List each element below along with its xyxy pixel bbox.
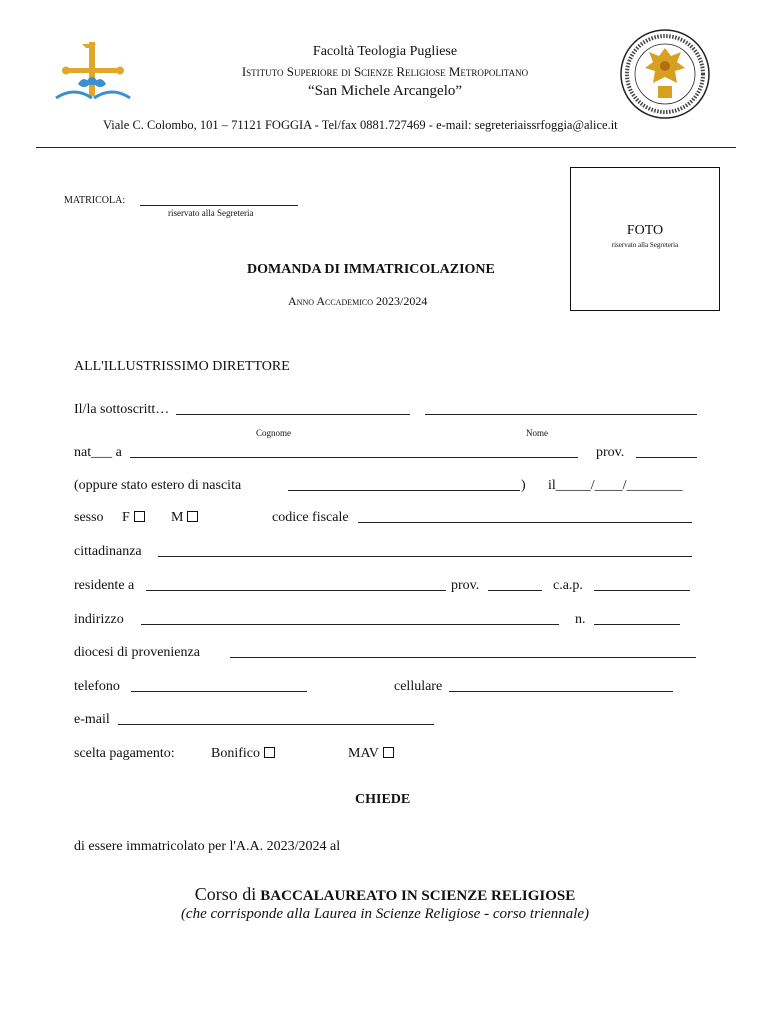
nato-label: nat___ a xyxy=(74,445,122,460)
residente-label: residente a xyxy=(74,578,135,593)
numero-label: n. xyxy=(575,612,586,627)
form-title: DOMANDA DI IMMATRICOLAZIONE xyxy=(247,262,495,277)
matricola-note: riservato alla Segreteria xyxy=(168,208,254,218)
sesso-m-checkbox[interactable] xyxy=(187,511,198,522)
pagamento-label: scelta pagamento: xyxy=(74,746,175,761)
sesso-f-label: F xyxy=(122,510,130,525)
indirizzo-label: indirizzo xyxy=(74,612,124,627)
numero-field[interactable] xyxy=(594,624,680,625)
codice-fiscale-field[interactable] xyxy=(358,522,692,523)
nome-caption: Nome xyxy=(526,428,548,438)
sesso-f-option[interactable] xyxy=(122,510,145,526)
sesso-m-option[interactable] xyxy=(171,510,198,526)
institute-name: Istituto Superiore di Scienze Religiose Metropolitano xyxy=(241,64,529,79)
diocesi-label: diocesi di provenienza xyxy=(74,645,200,660)
mav-option[interactable] xyxy=(348,746,394,762)
faculty-name: Facoltà Teologia Pugliese xyxy=(312,44,458,59)
diocesi-field[interactable] xyxy=(230,657,696,658)
cittadinanza-field[interactable] xyxy=(158,556,692,557)
institute-subtitle: “San Michele Arcangelo” xyxy=(307,83,463,99)
chiede-heading: CHIEDE xyxy=(355,792,411,807)
corso-name: BACCALAUREATO IN SCIENZE RELIGIOSE xyxy=(260,888,576,904)
estero-close: ) xyxy=(521,478,526,493)
cognome-field[interactable] xyxy=(176,414,410,415)
residente-prov-label: prov. xyxy=(451,578,480,593)
bonifico-label: Bonifico xyxy=(211,746,260,761)
residente-field[interactable] xyxy=(146,590,446,591)
contact-info: Viale C. Colombo, 101 – 71121 FOGGIA - Tel/fax 0881.727469 - e-mail: segreteriaissrfoggia@alice.it xyxy=(103,118,618,132)
telefono-label: telefono xyxy=(74,679,120,694)
data-nascita-field[interactable]: il_____/____/________ xyxy=(548,478,683,493)
photo-label: FOTO xyxy=(626,223,664,238)
email-label: e-mail xyxy=(74,712,110,727)
email-field[interactable] xyxy=(118,724,434,725)
photo-box xyxy=(570,167,720,311)
sesso-m-label: M xyxy=(171,510,184,525)
nome-field[interactable] xyxy=(425,414,697,415)
bonifico-checkbox[interactable] xyxy=(264,747,275,758)
residente-prov-field[interactable] xyxy=(488,590,542,591)
mav-checkbox[interactable] xyxy=(383,747,394,758)
prov-field[interactable] xyxy=(636,457,697,458)
header-divider xyxy=(36,147,736,148)
matricola-label: MATRICOLA: xyxy=(64,195,126,206)
cellulare-label: cellulare xyxy=(394,679,443,694)
cap-field[interactable] xyxy=(594,590,690,591)
matricola-field[interactable] xyxy=(140,205,298,206)
estero-label: (oppure stato estero di nascita xyxy=(74,478,242,493)
sesso-f-checkbox[interactable] xyxy=(134,511,145,522)
estero-field[interactable] xyxy=(288,490,520,491)
sesso-label: sesso xyxy=(74,510,104,525)
immatricolato-text: di essere immatricolato per l'A.A. 2023/2024 al xyxy=(74,839,341,854)
cognome-caption: Cognome xyxy=(256,428,291,438)
photo-note: riservato alla Segreteria xyxy=(611,241,679,249)
mav-label: MAV xyxy=(348,746,379,761)
bonifico-option[interactable] xyxy=(211,746,275,762)
cap-label: c.a.p. xyxy=(553,578,583,593)
nato-field[interactable] xyxy=(130,457,578,458)
corso-line xyxy=(0,884,770,905)
corso-prefix: Corso di xyxy=(194,884,257,904)
addressee: ALL'ILLUSTRISSIMO DIRETTORE xyxy=(74,359,290,374)
prov-label: prov. xyxy=(596,445,625,460)
telefono-field[interactable] xyxy=(131,691,307,692)
codice-fiscale-label: codice fiscale xyxy=(272,510,349,525)
indirizzo-field[interactable] xyxy=(141,624,559,625)
sottoscritto-label: Il/la sottoscritt… xyxy=(74,402,170,417)
cellulare-field[interactable] xyxy=(449,691,673,692)
cittadinanza-label: cittadinanza xyxy=(74,544,142,559)
corso-subtitle: (che corrisponde alla Laurea in Scienze Religiose - corso triennale) xyxy=(180,906,590,922)
academic-year: Anno Accademico 2023/2024 xyxy=(288,294,428,308)
